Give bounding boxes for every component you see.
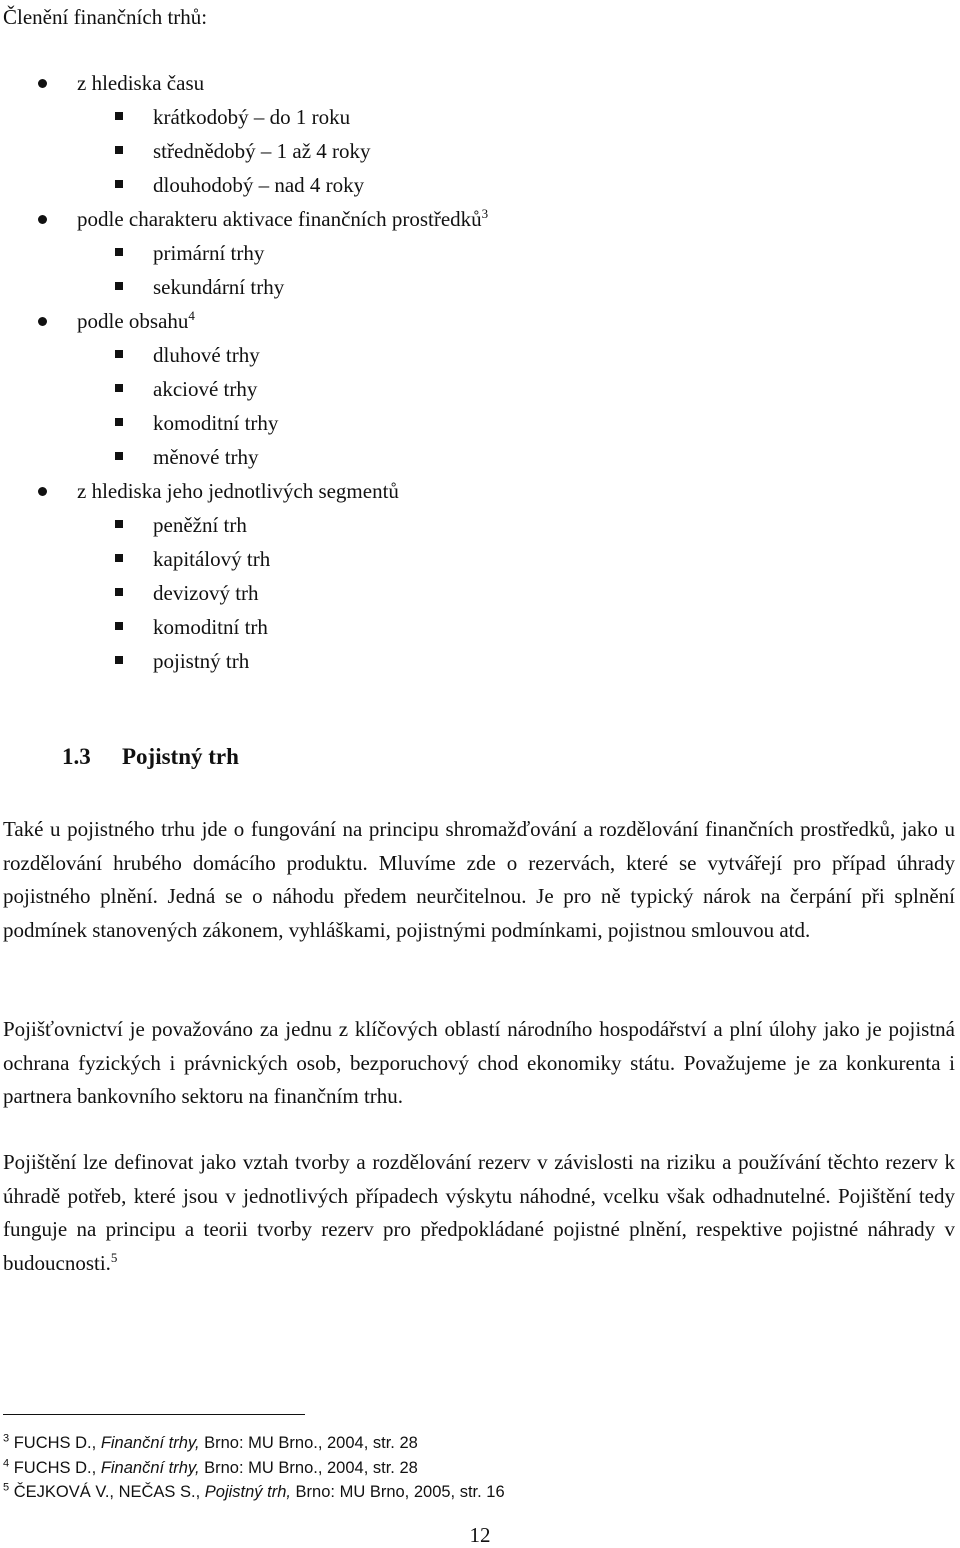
square-bullet-icon <box>115 282 123 290</box>
market-classification-list <box>0 66 940 678</box>
section-number: 1.3 <box>62 744 91 769</box>
sub-list-item: dlouhodobý – nad 4 roky <box>0 168 940 202</box>
sub-list-item: devizový trh <box>0 576 940 610</box>
page-number: 12 <box>469 1523 491 1547</box>
list-item: z hlediska času <box>0 66 940 100</box>
square-bullet-icon <box>115 622 123 630</box>
sub-list-item: krátkodobý – do 1 roku <box>0 100 940 134</box>
sub-list-item: pojistný trh <box>0 644 940 678</box>
footnote: $^5$ ČEJKOVÁ V., NEČAS S., Pojistný trh, Brno: MU Brno, 2005, str. 16 <box>3 1481 505 1501</box>
bullet-icon <box>38 487 47 496</box>
square-bullet-icon <box>115 384 123 392</box>
list-item: podle charakteru aktivace finančních prostředků$^3$ <box>0 202 940 236</box>
footnote-divider <box>3 1414 305 1415</box>
bullet-icon <box>38 79 47 88</box>
footnote: $^3$ FUCHS D., Finanční trhy, Brno: MU Brno., 2004, str. 28 <box>3 1432 418 1452</box>
footnote: $^4$ FUCHS D., Finanční trhy, Brno: MU Brno., 2004, str. 28 <box>3 1457 418 1477</box>
square-bullet-icon <box>115 588 123 596</box>
sub-list-item: měnové trhy <box>0 440 940 474</box>
footnote-ref[interactable]: 3 <box>481 206 489 221</box>
square-bullet-icon <box>115 180 123 188</box>
square-bullet-icon <box>115 656 123 664</box>
sub-list-item: sekundární trhy <box>0 270 940 304</box>
bullet-icon <box>38 215 47 224</box>
paragraph: Pojišťovnictví je považováno za jednu z klíčových oblastí národního hospodářství a plní úlohy jako je pojistná ochrana fyzických i právnických osob, bezporuchový chod ekonomiky státu. Považujeme je za konkurenta i partnera bankovního sektoru na finančním trhu. <box>3 1017 955 1108</box>
bullet-icon <box>38 317 47 326</box>
square-bullet-icon <box>115 520 123 528</box>
square-bullet-icon <box>115 452 123 460</box>
footnote-ref[interactable]: 4 <box>188 308 195 323</box>
paragraph: Také u pojistného trhu jde o fungování na principu shromažďování a rozdělování finančních prostředků, jako u rozdělování hrubého domácího produktu. Mluvíme zde o rezervách, které se vytvářejí pro případ úhrady pojistného plnění. Jedná se o náhodu předem neurčitelnou. Je pro ně typický nárok na čerpání při splnění podmínek stanovených zákonem, vyhláškami, pojistnými podmínkami, pojistnou smlouvou atd. <box>3 817 955 942</box>
sub-list-item: kapitálový trh <box>0 542 940 576</box>
section-title: Pojistný trh <box>122 744 239 769</box>
sub-list-item: dluhové trhy <box>0 338 940 372</box>
sub-list-item: komoditní trhy <box>0 406 940 440</box>
square-bullet-icon <box>115 418 123 426</box>
square-bullet-icon <box>115 554 123 562</box>
square-bullet-icon <box>115 248 123 256</box>
section-heading <box>62 744 239 770</box>
list-item: z hlediska jeho jednotlivých segmentů <box>0 474 940 508</box>
square-bullet-icon <box>115 146 123 154</box>
square-bullet-icon <box>115 112 123 120</box>
list-item: podle obsahu$^4$ <box>0 304 940 338</box>
footnote-ref[interactable]: 5 <box>110 1249 118 1265</box>
paragraph: Pojištění lze definovat jako vztah tvorby a rozdělování rezerv v závislosti na riziku a používání těchto rezerv k úhradě potřeb, které jsou v jednotlivých případech výskytu náhodné, vcelku však odhadnutelné. Pojištění tedy funguje na principu a teorii tvorby rezerv pro předpokládané pojistné plnění, respektive pojistné náhrady v budoucnosti.$^5$ <box>3 1150 955 1275</box>
sub-list-item: akciové trhy <box>0 372 940 406</box>
sub-list-item: peněžní trh <box>0 508 940 542</box>
sub-list-item: komoditní trh <box>0 610 940 644</box>
sub-list-item: střednědobý – 1 až 4 roky <box>0 134 940 168</box>
sub-list-item: primární trhy <box>0 236 940 270</box>
square-bullet-icon <box>115 350 123 358</box>
list-heading: Členění finančních trhů: <box>3 5 208 29</box>
